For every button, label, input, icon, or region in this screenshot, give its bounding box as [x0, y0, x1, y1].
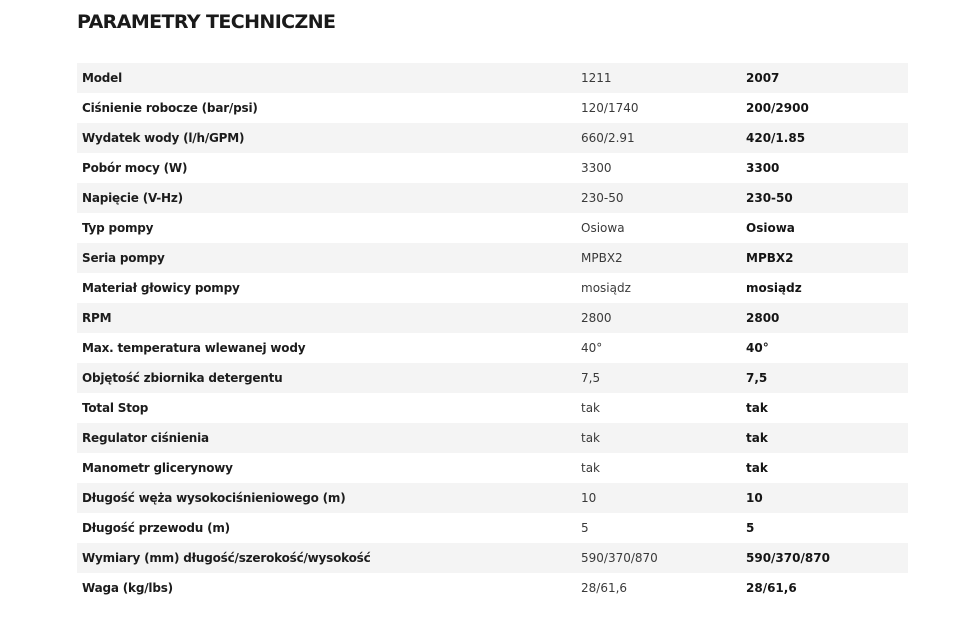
spec-value-model-2007: 5: [741, 513, 908, 543]
spec-label: RPM: [77, 303, 576, 333]
spec-value-model-2007: 230-50: [741, 183, 908, 213]
table-row: [77, 543, 908, 573]
spec-value-model-1211: 120/1740: [576, 93, 741, 123]
spec-label: Max. temperatura wlewanej wody: [77, 333, 576, 363]
spec-label: Ciśnienie robocze (bar/psi): [77, 93, 576, 123]
spec-value-model-1211: 10: [576, 483, 741, 513]
spec-value-model-2007: 3300: [741, 153, 908, 183]
spec-value-model-2007: Osiowa: [741, 213, 908, 243]
table-row: [77, 513, 908, 543]
spec-label: Napięcie (V-Hz): [77, 183, 576, 213]
page-title: PARAMETRY TECHNICZNE: [77, 11, 336, 33]
spec-label: Materiał głowicy pompy: [77, 273, 576, 303]
spec-value-model-1211: tak: [576, 423, 741, 453]
spec-value-model-2007: 590/370/870: [741, 543, 908, 573]
spec-label: Wydatek wody (l/h/GPM): [77, 123, 576, 153]
spec-value-model-1211: Osiowa: [576, 213, 741, 243]
spec-value-model-1211: 1211: [576, 63, 741, 93]
spec-value-model-1211: 7,5: [576, 363, 741, 393]
spec-value-model-1211: MPBX2: [576, 243, 741, 273]
spec-label: Pobór mocy (W): [77, 153, 576, 183]
spec-label: Seria pompy: [77, 243, 576, 273]
table-row: [77, 123, 908, 153]
spec-value-model-2007: 10: [741, 483, 908, 513]
table-row: [77, 393, 908, 423]
spec-label: Manometr glicerynowy: [77, 453, 576, 483]
spec-value-model-2007: tak: [741, 453, 908, 483]
table-row: [77, 453, 908, 483]
spec-label: Waga (kg/lbs): [77, 573, 576, 603]
spec-value-model-1211: 28/61,6: [576, 573, 741, 603]
table-row: [77, 213, 908, 243]
table-row: [77, 153, 908, 183]
table-row: [77, 183, 908, 213]
specs-table-body: [77, 63, 908, 603]
spec-value-model-1211: 5: [576, 513, 741, 543]
spec-value-model-2007: 28/61,6: [741, 573, 908, 603]
table-row: [77, 243, 908, 273]
spec-value-model-2007: 40°: [741, 333, 908, 363]
spec-label: Regulator ciśnienia: [77, 423, 576, 453]
spec-value-model-1211: 2800: [576, 303, 741, 333]
table-row: [77, 363, 908, 393]
table-row: [77, 423, 908, 453]
spec-value-model-2007: tak: [741, 423, 908, 453]
spec-label: Wymiary (mm) długość/szerokość/wysokość: [77, 543, 576, 573]
spec-value-model-2007: 7,5: [741, 363, 908, 393]
spec-value-model-2007: 2800: [741, 303, 908, 333]
spec-value-model-1211: 660/2.91: [576, 123, 741, 153]
spec-value-model-2007: 2007: [741, 63, 908, 93]
table-row: [77, 303, 908, 333]
table-row: [77, 93, 908, 123]
spec-value-model-2007: tak: [741, 393, 908, 423]
spec-value-model-1211: 3300: [576, 153, 741, 183]
table-row: [77, 333, 908, 363]
spec-value-model-1211: mosiądz: [576, 273, 741, 303]
spec-value-model-2007: 420/1.85: [741, 123, 908, 153]
spec-label: Total Stop: [77, 393, 576, 423]
spec-value-model-1211: 590/370/870: [576, 543, 741, 573]
spec-value-model-1211: 230-50: [576, 183, 741, 213]
spec-value-model-2007: mosiądz: [741, 273, 908, 303]
spec-value-model-1211: tak: [576, 453, 741, 483]
table-row: [77, 273, 908, 303]
table-row: [77, 483, 908, 513]
spec-label: Długość przewodu (m): [77, 513, 576, 543]
spec-label: Długość węża wysokociśnieniowego (m): [77, 483, 576, 513]
spec-value-model-1211: tak: [576, 393, 741, 423]
spec-value-model-2007: MPBX2: [741, 243, 908, 273]
spec-value-model-2007: 200/2900: [741, 93, 908, 123]
table-row: [77, 573, 908, 603]
spec-value-model-1211: 40°: [576, 333, 741, 363]
spec-label: Objętość zbiornika detergentu: [77, 363, 576, 393]
spec-label: Model: [77, 63, 576, 93]
spec-label: Typ pompy: [77, 213, 576, 243]
specs-table: [77, 63, 908, 603]
table-row: [77, 63, 908, 93]
